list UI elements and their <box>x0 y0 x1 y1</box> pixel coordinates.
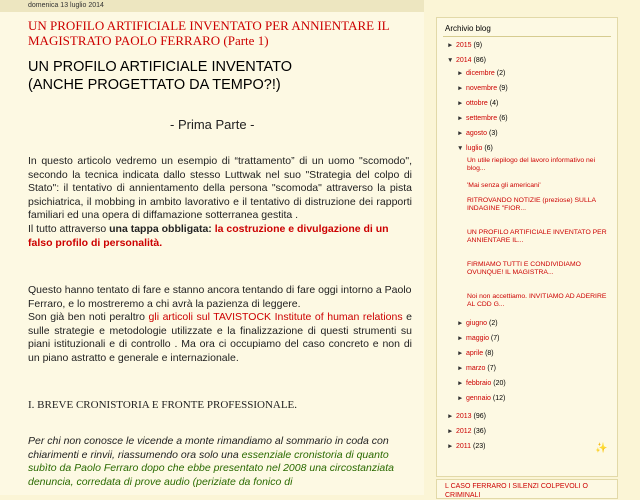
year-link[interactable]: 2012 <box>456 428 472 435</box>
blog-archive-widget <box>436 17 618 477</box>
year-count: (36) <box>473 428 486 435</box>
month-link[interactable]: marzo <box>466 365 486 372</box>
paragraph-1 <box>28 155 412 250</box>
triangle-right-icon[interactable]: ► <box>457 320 464 327</box>
archive-month-novembre[interactable] <box>457 85 508 92</box>
archive-year-2012[interactable] <box>447 428 486 435</box>
year-count: (23) <box>473 443 486 450</box>
month-link[interactable]: aprile <box>466 350 484 357</box>
triangle-right-icon[interactable]: ► <box>457 365 464 372</box>
triangle-right-icon[interactable]: ► <box>457 350 464 357</box>
paragraph-5-text <box>28 435 412 489</box>
triangle-right-icon[interactable]: ► <box>447 42 454 49</box>
archive-month-marzo[interactable] <box>457 365 496 372</box>
archive-post-link[interactable]: FIRMIAMO TUTTI E CONDIVIDIAMO OVUNQUE! IL MAGISTRA... <box>467 261 581 277</box>
month-link[interactable]: maggio <box>466 335 489 342</box>
month-count: (9) <box>499 85 508 92</box>
archive-year-2014[interactable] <box>447 57 486 64</box>
month-link[interactable]: ottobre <box>466 100 488 107</box>
post-headline <box>28 58 418 94</box>
month-count: (8) <box>485 350 494 357</box>
triangle-down-icon[interactable]: ▼ <box>457 145 464 152</box>
triangle-right-icon[interactable]: ► <box>457 115 464 122</box>
archive-month-giugno[interactable] <box>457 320 498 327</box>
post-title-line2[interactable]: MAGISTRATO PAOLO FERRARO (Parte 1) <box>28 33 269 48</box>
archive-month-dicembre[interactable] <box>457 70 505 77</box>
triangle-right-icon[interactable]: ► <box>457 70 464 77</box>
paragraph-5 <box>28 435 412 489</box>
month-link[interactable]: gennaio <box>466 395 491 402</box>
archive-year-2015[interactable] <box>447 42 482 49</box>
month-link[interactable]: novembre <box>466 85 498 92</box>
paragraph-3 <box>28 284 412 366</box>
section-heading: I. BREVE CRONISTORIA E FRONTE PROFESSIONALE. <box>28 399 298 411</box>
triangle-right-icon[interactable]: ► <box>457 130 464 137</box>
year-count: (96) <box>473 413 486 420</box>
post-title[interactable] <box>28 18 408 48</box>
paragraph-1-text: In questo articolo vedremo un esempio di “trattamento” di un uomo "scomodo", secondo la tecnica indicata dallo stesso Luttwak nel suo "Strategia del colpo di Stato": il tentativo di annientamento della persona "scomoda" attraverso la pista psichiatrica, il mobbing in ambito lavorativo e il tentativo di distruzione dei rapporti familiari ed una opera di diffamazione sotterranea gestita . <box>28 155 412 222</box>
archive-month-agosto[interactable] <box>457 130 498 137</box>
paragraph-4-start: Son già ben noti peraltro <box>28 311 149 324</box>
year-link[interactable]: 2013 <box>456 413 472 420</box>
archive-month-aprile[interactable] <box>457 350 494 357</box>
triangle-right-icon[interactable]: ► <box>457 85 464 92</box>
post-date: domenica 13 luglio 2014 <box>0 0 424 12</box>
year-count: (9) <box>473 42 483 49</box>
part-label: - Prima Parte - <box>170 117 255 132</box>
triangle-right-icon[interactable]: ► <box>457 395 464 402</box>
archive-month-ottobre[interactable] <box>457 100 498 107</box>
headline-line1: UN PROFILO ARTIFICIALE INVENTATO <box>28 59 293 75</box>
widget-title[interactable]: L CASO FERRARO I SILENZI COLPEVOLI O CRIMINALI <box>445 483 588 499</box>
paragraph-2-red: la costruzione e divulgazione di un falso profilo di personalità. <box>28 222 389 249</box>
archive-month-febbraio[interactable] <box>457 380 506 387</box>
archive-post-link[interactable]: RITROVANDO NOTIZIE (preziose) SULLA INDAGINE "FIOR... <box>467 197 596 213</box>
month-link[interactable]: luglio <box>466 145 483 152</box>
triangle-right-icon[interactable]: ► <box>457 380 464 387</box>
month-count: (7) <box>487 365 496 372</box>
month-count: (7) <box>490 335 500 342</box>
paragraph-3-text: Questo hanno tentato di fare e stanno ancora tentando di fare oggi intorno a Paolo Ferraro, e lo mostreremo a chi avrà la pazienza di leggere. <box>28 284 412 310</box>
triangle-right-icon[interactable]: ► <box>447 443 454 450</box>
month-count: (3) <box>488 130 498 137</box>
archive-month-maggio[interactable] <box>457 335 499 342</box>
archive-post-link[interactable]: 'Mai senza gli americani' <box>467 182 541 189</box>
paragraph-5-start: Per chi non conosce le vicende a monte rimandiamo al sommario in coda con chiarimenti e rinvii, riassumendo ora solo una <box>28 435 389 461</box>
year-link[interactable]: 2011 <box>456 443 472 450</box>
archive-post-link[interactable]: UN PROFILO ARTIFICIALE INVENTATO PER ANNIENTARE IL... <box>467 229 607 245</box>
year-link[interactable]: 2014 <box>456 57 472 64</box>
post-title-line1[interactable]: UN PROFILO ARTIFICIALE INVENTATO PER ANNIENTARE IL <box>28 18 390 33</box>
month-link[interactable]: settembre <box>466 115 498 122</box>
archive-year-2011[interactable] <box>447 443 485 450</box>
archive-title: Archivio blog <box>445 24 491 33</box>
year-count: (86) <box>473 57 486 64</box>
archive-divider <box>443 36 611 37</box>
archive-post-link[interactable]: Noi non accettiamo. INVITIAMO AD ADERIRE AL CDD G... <box>467 293 607 309</box>
month-link[interactable]: febbraio <box>466 380 492 387</box>
triangle-down-icon[interactable]: ▼ <box>447 57 454 64</box>
paragraph-2-start: Il tutto attraverso <box>28 222 110 235</box>
month-count: (12) <box>492 395 506 402</box>
headline-line2: (ANCHE PROGETTATO DA TEMPO?!) <box>28 77 281 93</box>
month-count: (6) <box>484 145 493 152</box>
triangle-right-icon[interactable]: ► <box>457 100 464 107</box>
year-link[interactable]: 2015 <box>456 42 472 49</box>
archive-month-settembre[interactable] <box>457 115 508 122</box>
edit-gadget-icon[interactable]: ✨ <box>595 443 608 454</box>
month-link[interactable]: dicembre <box>466 70 495 77</box>
archive-month-luglio[interactable] <box>457 145 493 152</box>
month-link[interactable]: agosto <box>466 130 488 137</box>
tavistock-link[interactable]: gli articoli sul TAVISTOCK Institute of human relations <box>148 311 403 324</box>
month-link[interactable]: giugno <box>466 320 488 327</box>
cronistoria-link[interactable]: essenziale cronistoria di quanto subìto da Paolo Ferraro dopo che ebbe presentato nel 2008 una circostanziata denuncia, corredata di prove audio (periziate da fonico di <box>28 448 394 488</box>
triangle-right-icon[interactable]: ► <box>447 413 454 420</box>
archive-year-2013[interactable] <box>447 413 486 420</box>
month-count: (2) <box>488 320 498 327</box>
month-count: (20) <box>493 380 506 387</box>
triangle-right-icon[interactable]: ► <box>447 428 454 435</box>
paragraph-2-bold: una tappa obbligata: <box>109 222 215 235</box>
archive-month-gennaio[interactable] <box>457 395 505 402</box>
paragraph-4 <box>28 311 412 365</box>
triangle-right-icon[interactable]: ► <box>457 335 464 342</box>
paragraph-4-end: e sulle strategie e metodologie utilizzate e la finalizzazione di questi strumenti su piani istituzionali e di controllo . Ma ora ci occupiamo del caso concreto e non di un piano astratto e generale e internazionale. <box>28 311 412 364</box>
month-count: (2) <box>496 70 506 77</box>
month-count: (6) <box>499 115 508 122</box>
archive-post-link[interactable]: Un utile riepilogo del lavoro informativo nei blog... <box>467 157 596 173</box>
paragraph-2 <box>28 223 412 250</box>
ferraro-case-widget <box>436 479 618 499</box>
month-count: (4) <box>489 100 499 107</box>
